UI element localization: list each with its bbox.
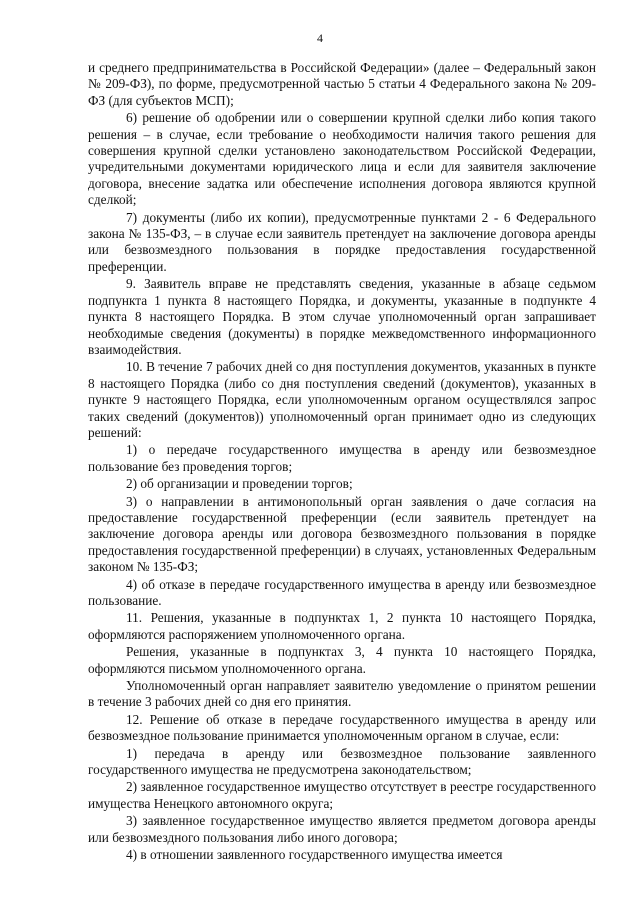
paragraph: и среднего предпринимательства в Российской Федерации» (далее – Федеральный закон № 209-ФЗ), по форме, предусмотренной частью 5 статьи 4 Федерального закона № 209-ФЗ (для субъектов МСП); <box>88 60 596 108</box>
paragraph: 3) заявленное государственное имущество является предметом договора аренды или безвозмездного пользования либо иного договора; <box>88 813 596 845</box>
paragraph: Решения, указанные в подпунктах 3, 4 пункта 10 настоящего Порядка, оформляются письмом уполномоченного органа. <box>88 644 596 676</box>
paragraph: 10. В течение 7 рабочих дней со дня поступления документов, указанных в пункте 8 настоящего Порядка (либо со дня поступления сведений (документов), указанных в пункте 9 настоящего Порядка, если уполномоченным органом осуществлялся запрос таких сведений (документов)) уполномоченный орган принимает одно из следующих решений: <box>88 359 596 440</box>
paragraph: 1) передача в аренду или безвозмездное пользование заявленного государственного имущества не предусмотрена законодательством; <box>88 745 596 778</box>
page-number: 4 <box>317 31 323 45</box>
paragraph: 7) документы (либо их копии), предусмотренные пунктами 2 - 6 Федерального закона № 135-ФЗ, – в случае если заявитель претендует на заключение договора аренды или безвозмездного пользования в порядке предоставления государственной преференции. <box>88 209 596 274</box>
paragraph: 4) в отношении заявленного государственного имущества имеется <box>126 847 503 863</box>
paragraph: 9. Заявитель вправе не представлять сведения, указанные в абзаце седьмом подпункта 1 пункта 8 настоящего Порядка, и документы, указанные в подпункте 4 пункта 8 настоящего Порядка. В этом случае уполномоченный орган запрашивает необходимые сведения (документы) в порядке межведомственного информационного взаимодействия. <box>88 276 596 357</box>
paragraph: 2) об организации и проведении торгов; <box>126 476 353 492</box>
paragraph: 3) о направлении в антимонопольный орган заявления о даче согласия на предоставление государственной преференции (если заявитель претендует на заключение договора аренды или договора безвозмездного пользования в порядке предоставления государственной преференции) в случаях, установленных Федеральным законом № 135-ФЗ; <box>88 493 596 575</box>
paragraph: 6) решение об одобрении или о совершении крупной сделки либо копия такого решения – в случае, если требование о необходимости наличия такого решения для совершения крупной сделки установлено законодательством Российской Федерации, учредительными документами юридического лица и если для заявителя заключение договора, внесение задатка или обеспечение исполнения договора являются крупной сделкой; <box>88 110 596 208</box>
paragraph: Уполномоченный орган направляет заявителю уведомление о принятом решении в течение 3 рабочих дней со дня его принятия. <box>88 678 596 710</box>
paragraph: 12. Решение об отказе в передаче государственного имущества в аренду или безвозмездное пользование принимается уполномоченным органом в случае, если: <box>88 711 596 744</box>
paragraph: 11. Решения, указанные в подпунктах 1, 2 пункта 10 настоящего Порядка, оформляются распоряжением уполномоченного органа. <box>88 610 596 642</box>
paragraph: 2) заявленное государственное имущество отсутствует в реестре государственного имущества Ненецкого автономного округа; <box>88 779 596 811</box>
document-body <box>88 60 596 865</box>
paragraph: 1) о передаче государственного имущества в аренду или безвозмездное пользование без проведения торгов; <box>88 442 596 474</box>
paragraph: 4) об отказе в передаче государственного имущества в аренду или безвозмездное пользование. <box>88 576 596 608</box>
